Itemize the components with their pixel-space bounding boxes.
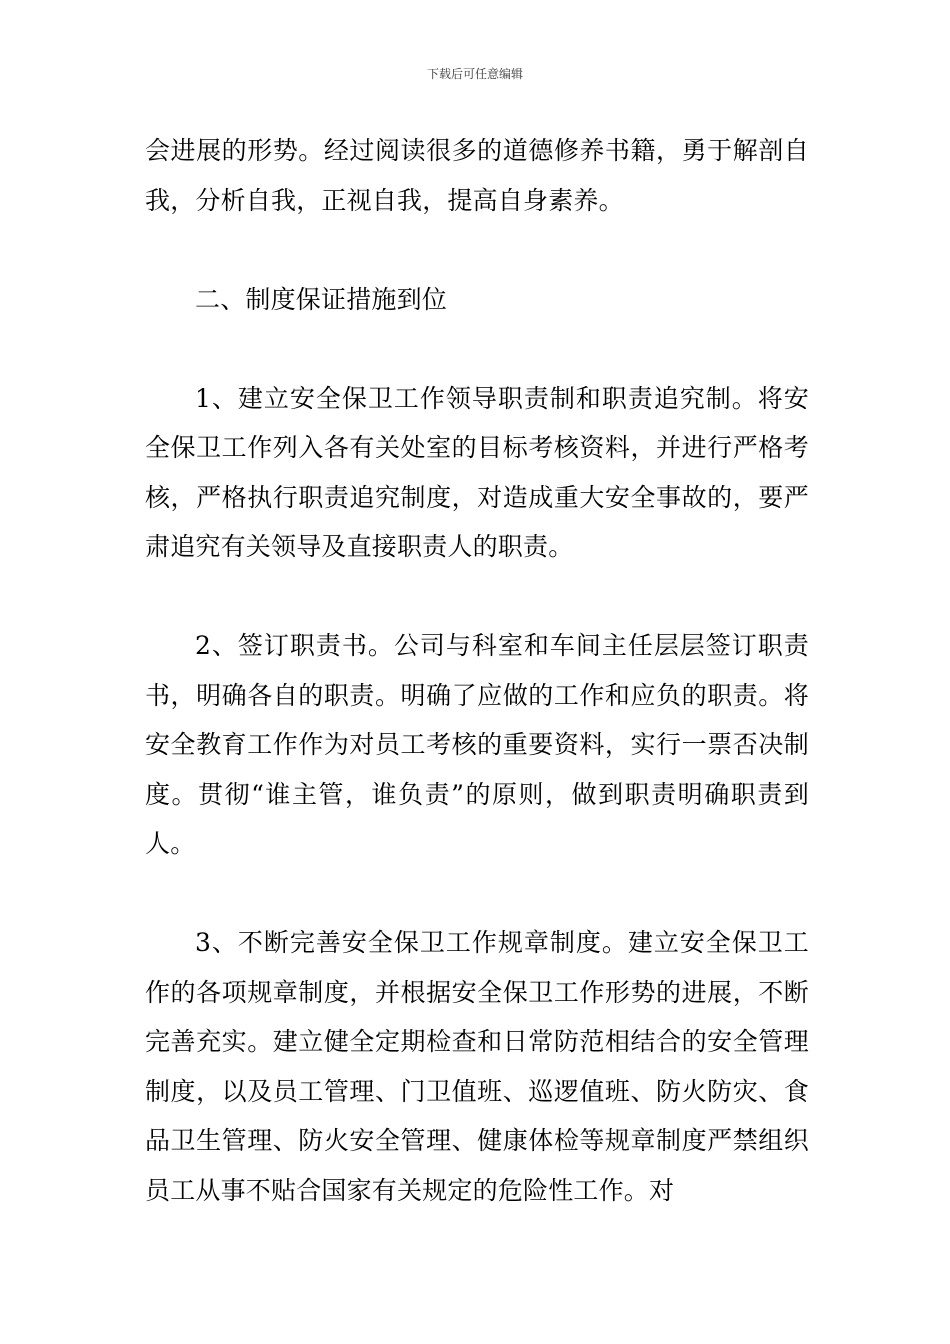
document-body [145, 126, 809, 1215]
paragraph-gap [145, 324, 809, 374]
paragraph-item-2: 2、签订职责书。公司与科室和车间主任层层签订职责书，明确各自的职责。明确了应做的工作和应负的职责。将安全教育工作作为对员工考核的重要资料，实行一票否决制度。贯彻“谁主管，谁负责”的原则，做到职责明确职责到人。 [145, 631, 809, 858]
paragraph-gap [145, 225, 809, 275]
section-heading: 二、制度保证措施到位 [195, 284, 448, 314]
paragraph-gap [145, 869, 809, 919]
paragraph-item-1: 1、建立安全保卫工作领导职责制和职责追究制。将安全保卫工作列入各有关处室的目标考核资料，并进行严格考核，严格执行职责追究制度，对造成重大安全事故的，要严肃追究有关领导及直接职责人的职责。 [145, 383, 809, 561]
paragraph-item-3: 3、不断完善安全保卫工作规章制度。建立安全保卫工作的各项规章制度，并根据安全保卫工作形势的进展，不断完善充实。建立健全定期检查和日常防范相结合的安全管理制度，以及员工管理、门卫值班、巡逻值班、防火防灾、食品卫生管理、防火安全管理、健康体检等规章制度严禁组织员工从事不贴合国家有关规定的危险性工作。对 [145, 928, 809, 1205]
paragraph-gap [145, 572, 809, 622]
paragraph-continuation: 会进展的形势。经过阅读很多的道德修养书籍，勇于解剖自我，分析自我，正视自我，提高自身素养。 [145, 136, 809, 215]
page-header-note: 下载后可任意编辑 [426, 67, 523, 81]
